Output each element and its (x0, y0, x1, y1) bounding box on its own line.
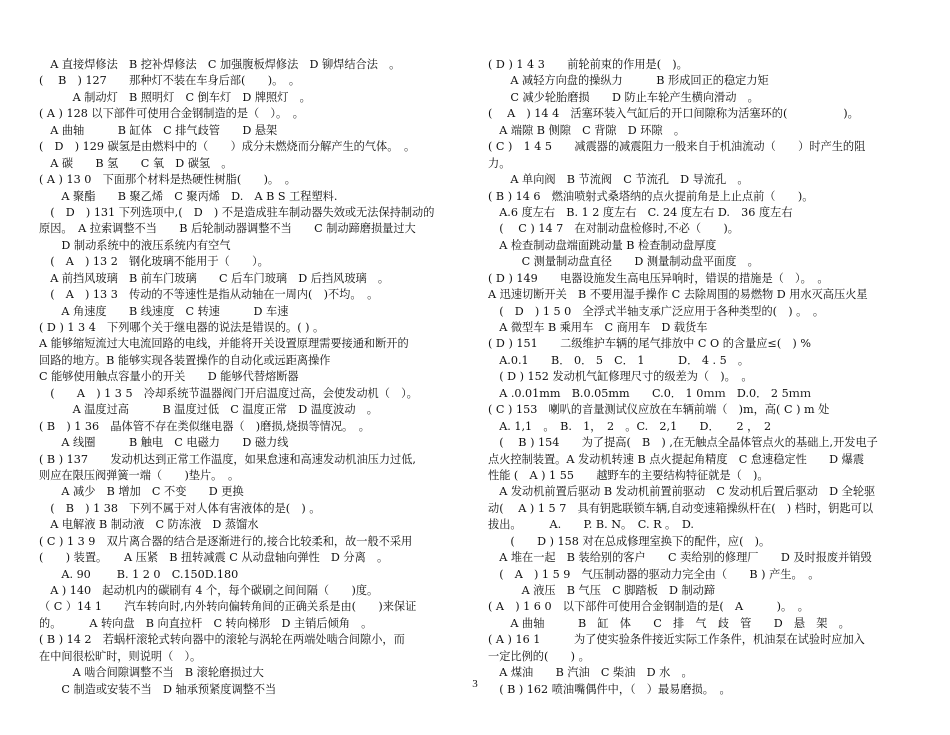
text-line: ( D ) 129 碳氢是由燃料中的（ ）成分未燃烧而分解产生的气体。 。 (39, 140, 416, 154)
text-line: 力。 (488, 156, 511, 170)
text-line: 回路的地方。B 能够实现各装置操作的自动化或远距离操作 (39, 353, 331, 367)
text-line: A. 1,1 。 B. 1， 2 。C. 2,1 D． 2 ， 2 (488, 419, 772, 433)
text-line: ( A ) 13 0 下面那个材料是热硬性树脂( )。 。 (39, 173, 296, 187)
text-line: A 电解液 B 制动液 C 防冻液 D 蒸馏水 (39, 518, 259, 532)
text-line: ( B ) 14 2 若蜗杆滚轮式转向器中的滚轮与涡轮在两端处啮合间隙小，而 (39, 633, 405, 647)
text-line: ( D ) 149 电器设施发生高电压异响时，错误的措施是（ ）。 。 (488, 271, 829, 285)
text-line: A 端隙 B 侧隙 C 背隙 D 环隙 。 (488, 123, 686, 137)
text-line: ( D ) 1 3 4 下列哪个关于继电器的说法是错误的。( ) 。 (39, 321, 325, 334)
text-line: ( A ) 1 3 5 冷却系统节温器阀门开启温度过高，会使发动机（ ）。 (39, 386, 418, 400)
text-line: ( A ) 14 4 活塞环装入气缸后的开口间隙称为活塞环的( )。 (488, 107, 859, 121)
page-number: 3 (472, 678, 478, 690)
text-line: ( A ) 1 6 0 以下部件可使用合金钢制造的是( A )。 。 (488, 600, 809, 614)
text-line: A 曲轴 B 缸体 C 排气歧管 D 悬架 (39, 123, 278, 137)
text-line: ( D ) 158 对在总成修理室换下的配件，应( )。 (488, 534, 771, 548)
text-line: A 堆在一起 B 装给别的客户 C 卖给别的修理厂 D 及时报废并销毁 (488, 551, 872, 565)
text-line: D 制动系统中的液压系统内有空气 (39, 238, 231, 252)
text-line: 在中间很松旷时，则说明（ ）。 (39, 649, 202, 663)
text-line: A 检查制动盘端面跳动量 B 检查制动盘厚度 (488, 238, 717, 252)
text-line: A 煤油 B 汽油 C 柴油 D 水 。 (488, 666, 693, 680)
text-line: A.0.1 B． 0． 5 C． 1 D． 4 . 5 。 (488, 353, 750, 367)
text-line: ( D ) 1 4 3 前轮前束的作用是( )。 (488, 58, 688, 71)
text-line: ( C ) 153 喇叭的音量测试仪应放在车辆前端（ )m，高( C ) m 处 (488, 403, 830, 417)
text-line: ( A ) 13 2 钢化玻璃不能用于（ ）。 (39, 255, 269, 269)
text-line: ( C ) 1 3 9 双片离合器的结合是逐渐进行的,接合比较柔和，故一般不采用 (39, 534, 413, 548)
text-line: A .0.01mm B.0.05mm C.0． 1 0ｍｍ D.0． 2 5ｍｍ (488, 386, 812, 400)
text-line: ( B ) 137 发动机达到正常工作温度，如果怠速和高速发动机油压力过低, (39, 452, 416, 466)
text-line: A 碳 B 氢 C 氧 D 碳氢 。 (39, 156, 233, 170)
text-line: C 减少轮胎磨损 D 防止车轮产生横向滑动 。 (488, 90, 759, 104)
text-line: ( A ) 1 5 9 气压制动器的驱动力完全由（ B ) 产生。 。 (488, 567, 820, 581)
text-line: ( A ) 16 1 为了使实验条件接近实际工作条件，机油泵在试验时应加入 (488, 633, 865, 647)
text-line: A 制动灯 B 照明灯 C 倒车灯 D 牌照灯 。 (39, 90, 311, 104)
text-line: A 温度过高 B 温度过低 C 温度正常 D 温度波动 。 (39, 403, 378, 417)
text-line: A 液压 B 气压 C 脚踏板 D 制动蹄 (488, 584, 716, 597)
right-column (488, 57, 914, 698)
text-line: ( D ) 151 二级维护车辆的尾气排放中 C O 的含量应≤( ) % (488, 337, 811, 351)
text-line: A. 90 B. 1 2 0 C.150D.180 (39, 567, 239, 581)
text-line: A 微型车 B 乘用车 C 商用车 D 载货车 (488, 321, 708, 334)
text-line: A 啮合间隙调整不当 B 滚轮磨损过大 (39, 666, 264, 680)
left-column (39, 57, 464, 698)
text-line: ( B ) 14 6 燃油喷射式桑塔纳的点火提前角是上止点前（ )。 (488, 189, 814, 203)
text-line: A 聚酯 B 聚乙烯 C 聚丙烯 D. A B S 工程塑料. (39, 189, 338, 203)
text-line: A 减轻方向盘的操纵力 B 形成回正的稳定力矩 (488, 74, 769, 88)
text-line: （ C ）14 1 汽车转向时,内外转向偏转角间的正确关系是由( )来保证 (39, 600, 417, 614)
text-line: 动( A ) 1 5 7 具有钥匙联锁车辆,自动变速箱操纵杆在( ) 档时，钥匙可以 (488, 501, 874, 515)
text-line: A 曲轴 B 缸 体 C 排 气 歧 管 D 悬 架 。 (488, 616, 850, 630)
text-line: 的。 A 转向盘 B 向直拉杆 C 转向梯形 D 主销后倾角 。 (39, 616, 373, 630)
text-line: 拔出。 A. P. B. N。 C. R 。 D. (488, 518, 694, 532)
text-line: ( B ) 127 那种灯不装在车身后部( )。 。 (39, 74, 301, 88)
text-line: C 能够使用触点容量小的开关 D 能够代替熔断器 (39, 370, 299, 384)
text-line: ( D ) 152 发动机气缸修理尺寸的级差为（ )。 。 (488, 370, 753, 384)
text-line: ( C ) 1 4 5 减震器的减震阻力一般来自于机油流动（ ）时产生的阻 (488, 140, 866, 154)
text-line: ( D ) 131 下列选项中,( D ) 不是造成驻车制动器失效或无法保持制动的 (39, 205, 435, 219)
text-line: A 发动机前置后驱动 B 发动机前置前驱动 C 发动机后置后驱动 D 全轮驱 (488, 485, 876, 499)
text-line: 则应在限压阀弹簧一端（ )垫片。 。 (39, 468, 240, 482)
text-line: ( B ) 1 36 晶体管不存在类似继电器（ )磨损,烧损等情况。 。 (39, 419, 370, 433)
text-line: A 角速度 B 线速度 C 转速 D 车速 (39, 304, 289, 318)
text-line: ( B ) 1 38 下列不属于对人体有害液体的是( ) 。 (39, 501, 321, 515)
text-line: 性能 ( A ) 1 55 越野车的主要结构特征就是（ )。 (488, 468, 769, 482)
text-line: A 直接焊修法 B 挖补焊修法 C 加强腹板焊修法 D 铆焊结合法 。 (39, 58, 401, 71)
text-line: ( C ) 14 7 在对制动盘检修时,不必（ )。 (488, 222, 739, 236)
text-line: A 能够缩短流过大电流回路的电线，并能将开关设置原理需要接通和断开的 (39, 337, 409, 351)
text-line: A 单向阀 B 节流阀 C 节流孔 D 导流孔 。 (488, 173, 749, 187)
text-line: A 迅速切断开关 B 不要用湿手操作 C 去除周围的易燃物 D 用水灭高压火星 (488, 288, 868, 302)
text-line: A 前挡风玻璃 B 前车门玻璃 C 后车门玻璃 D 后挡风玻璃 。 (39, 271, 390, 285)
text-line: A 减少 B 增加 C 不变 D 更换 (39, 485, 244, 499)
text-line: A ) 140 起动机内的碳刷有 4 个，每个碳刷之间间隔（ )度。 (39, 584, 379, 597)
text-line: A 线圈 B 触电 C 电磁力 D 磁力线 (39, 436, 289, 450)
text-line: 原因。 A 拉索调整不当 B 后轮制动器调整不当 C 制动蹄磨损量过大 (39, 222, 416, 236)
text-line: C 测量制动盘直径 D 测量制动盘平面度 。 (488, 255, 759, 269)
text-line: ( D ) 1 5 0 全浮式半轴支承广泛应用于各种类型的( ) 。 。 (488, 304, 825, 318)
text-line: ( B ) 154 为了提高( B ) ,在无触点全晶体管点火的基础上,开发电子 (488, 436, 878, 450)
text-line: C 制造或安装不当 D 轴承预紧度调整不当 (39, 682, 277, 696)
text-line: ( B ) 162 喷油嘴偶件中，（ ）最易磨损。 。 (488, 682, 731, 696)
text-line: 点火控制装置。A 发动机转速 B 点火提起角精度 C 怠速稳定性 D 爆震 (488, 452, 865, 466)
text-line: ( ) 装置。 A 压紧 B 扭转减震 C 从动盘轴向弹性 D 分离 。 (39, 551, 389, 565)
text-line: 一定比例的( ) 。 (488, 649, 590, 663)
text-line: ( A ) 128 以下部件可使用合金钢制造的是（ ）。 。 (39, 107, 304, 121)
text-line: ( A ) 13 3 传动的不等速性是指从动轴在一周内( )不均。 。 (39, 288, 379, 302)
text-line: A.6 度左右 B. 1 2 度左右 C. 24 度左右 D. 36 度左右 (488, 205, 793, 219)
